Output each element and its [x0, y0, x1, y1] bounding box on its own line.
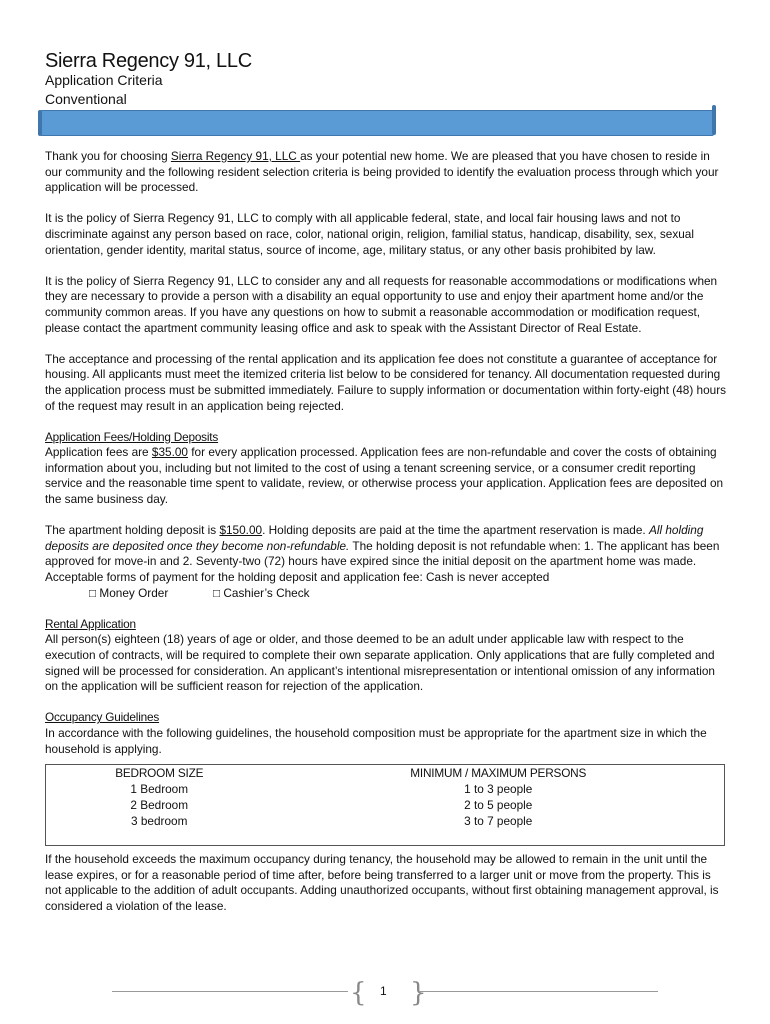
table-cell: 3 to 7 people [464, 814, 533, 829]
fee-text: Application fees are [45, 445, 152, 460]
page-footer [0, 978, 770, 1008]
payment-options [45, 586, 728, 602]
table-cell: 1 Bedroom [130, 782, 189, 797]
occupancy-table [45, 764, 725, 846]
rental-application-paragraph: All person(s) eighteen (18) years of age or older, and those deemed to be an adult under applicable law with respect to the execution of contracts, will be required to complete their own separate application. Only applications that are fully completed and signed will be processed for consideration. An applicant’s intentional misrepresentation or intentional omission of any information on the application will be sufficient reason for rejection of the application. [45, 632, 715, 694]
acceptance-paragraph: The acceptance and processing of the rental application and its application fee does not constitute a guarantee of acceptance for housing. All applicants must meet the itemized criteria list below to be considered for tenancy. All documentation requested during the application process must be submitted immediately. Failure to supply information or documentation within forty-eight (48) hours of the request may result in an application being rejected. [45, 351, 727, 413]
intro-text-cont: as your potential new home. We are pleased that you have chosen to reside in our community and the following resident selection criteria is being provided to identify the evaluation process through which your application will be processed. [45, 149, 719, 195]
footer-bracket-right: } [410, 978, 427, 1008]
holding-deposit-amount: $150.00 [219, 523, 263, 538]
fair-housing-paragraph: It is the policy of Sierra Regency 91, LLC to comply with all applicable federal, state, and local fair housing laws and not to discriminate against any person based on race, color, national origin, religion, familial status, handicap, disability, sex, sexual orientation, gender identity, marital status, source of income, age, military status, or any other basis prohibited by law. [45, 211, 694, 257]
table-row [46, 781, 725, 797]
document-title: Sierra Regency 91, LLC [45, 50, 252, 72]
footer-rule-left [112, 991, 348, 992]
application-fee-amount: $35.00 [151, 445, 188, 460]
table-header-bedroom: BEDROOM SIZE [115, 766, 204, 781]
deposit-italic-note: All holding deposits are deposited once they become non-refundable. [45, 523, 704, 553]
fee-text-cont: for every application processed. Application fees are non-refundable and cover the costs of obtaining information about you, including but not limited to the cost of using a tenant screening service, or a consumer credit reporting service and the reasonable time spent to validate, review, or otherwise process your application. Application fees are deposited on the same business day. [45, 445, 724, 507]
occupancy-paragraph: In accordance with the following guidelines, the household composition must be appropriate for the apartment size in which the household is applying. [45, 725, 707, 756]
deposit-text: The apartment holding deposit is [45, 523, 220, 538]
document-body [45, 149, 728, 930]
table-row [46, 813, 725, 846]
company-link: Sierra Regency 91, LLC [170, 149, 301, 163]
document-subtitle: Application Criteria [45, 72, 163, 88]
fees-heading: Application Fees/Holding Deposits [45, 429, 219, 444]
footer-rule-right [420, 991, 658, 992]
intro-paragraph-1 [45, 149, 728, 196]
table-header-row [46, 765, 725, 782]
header-banner-bar [40, 110, 714, 136]
payment-text: Acceptable forms of payment for the holding deposit and application fee: [45, 570, 427, 585]
payment-forms-paragraph [45, 570, 728, 586]
deposit-refund-text: The holding deposit is not refundable when: 1. The applicant has been approved for move-in and 2. Seventy-two (72) hours have expired since the initial deposit on the apartment home was made. [45, 538, 720, 569]
intro-text: Thank you for choosing [45, 149, 171, 163]
holding-deposit-paragraph [45, 523, 728, 570]
cashiers-check-option: □ Cashier’s Check [213, 585, 310, 600]
money-order-option: □ Money Order [89, 585, 169, 600]
table-cell: 2 to 5 people [464, 798, 533, 813]
occupancy-heading: Occupancy Guidelines [45, 710, 160, 725]
rental-application-heading: Rental Application [45, 616, 136, 631]
table-cell: 3 bedroom [131, 814, 188, 829]
deposit-text-cont: . Holding deposits are paid at the time the apartment reservation is made. [262, 523, 649, 538]
table-header-persons: MINIMUM / MAXIMUM PERSONS [410, 766, 587, 781]
document-category: Conventional [45, 91, 127, 107]
page-number: 1 [380, 984, 387, 998]
table-row [46, 797, 725, 813]
cash-not-accepted-note: Cash is never accepted [426, 570, 550, 585]
table-cell: 2 Bedroom [130, 798, 189, 813]
accommodation-paragraph: It is the policy of Sierra Regency 91, LLC to consider any and all requests for reasonable accommodations or modifications when they are necessary to provide a person with a disability an equal opportunity to use and enjoy their apartment home and/or the community common areas. If you have any questions on how to submit a reasonable accommodation or modification request, please contact the apartment community leasing office and ask to speak with the Assistant Director of Real Estate. [45, 273, 718, 335]
application-fee-paragraph [45, 445, 728, 507]
max-occupancy-paragraph: If the household exceeds the maximum occupancy during tenancy, the household may be allowed to remain in the unit until the lease expires, or for a reasonable period of time after, before being transferred to a larger unit or move from the property. This is not applicable to the addition of adult occupants. Adding unauthorized occupants, without first obtaining management approval, is considered a violation of the lease. [45, 852, 719, 913]
footer-bracket-left: { [350, 978, 367, 1008]
table-cell: 1 to 3 people [464, 782, 533, 797]
